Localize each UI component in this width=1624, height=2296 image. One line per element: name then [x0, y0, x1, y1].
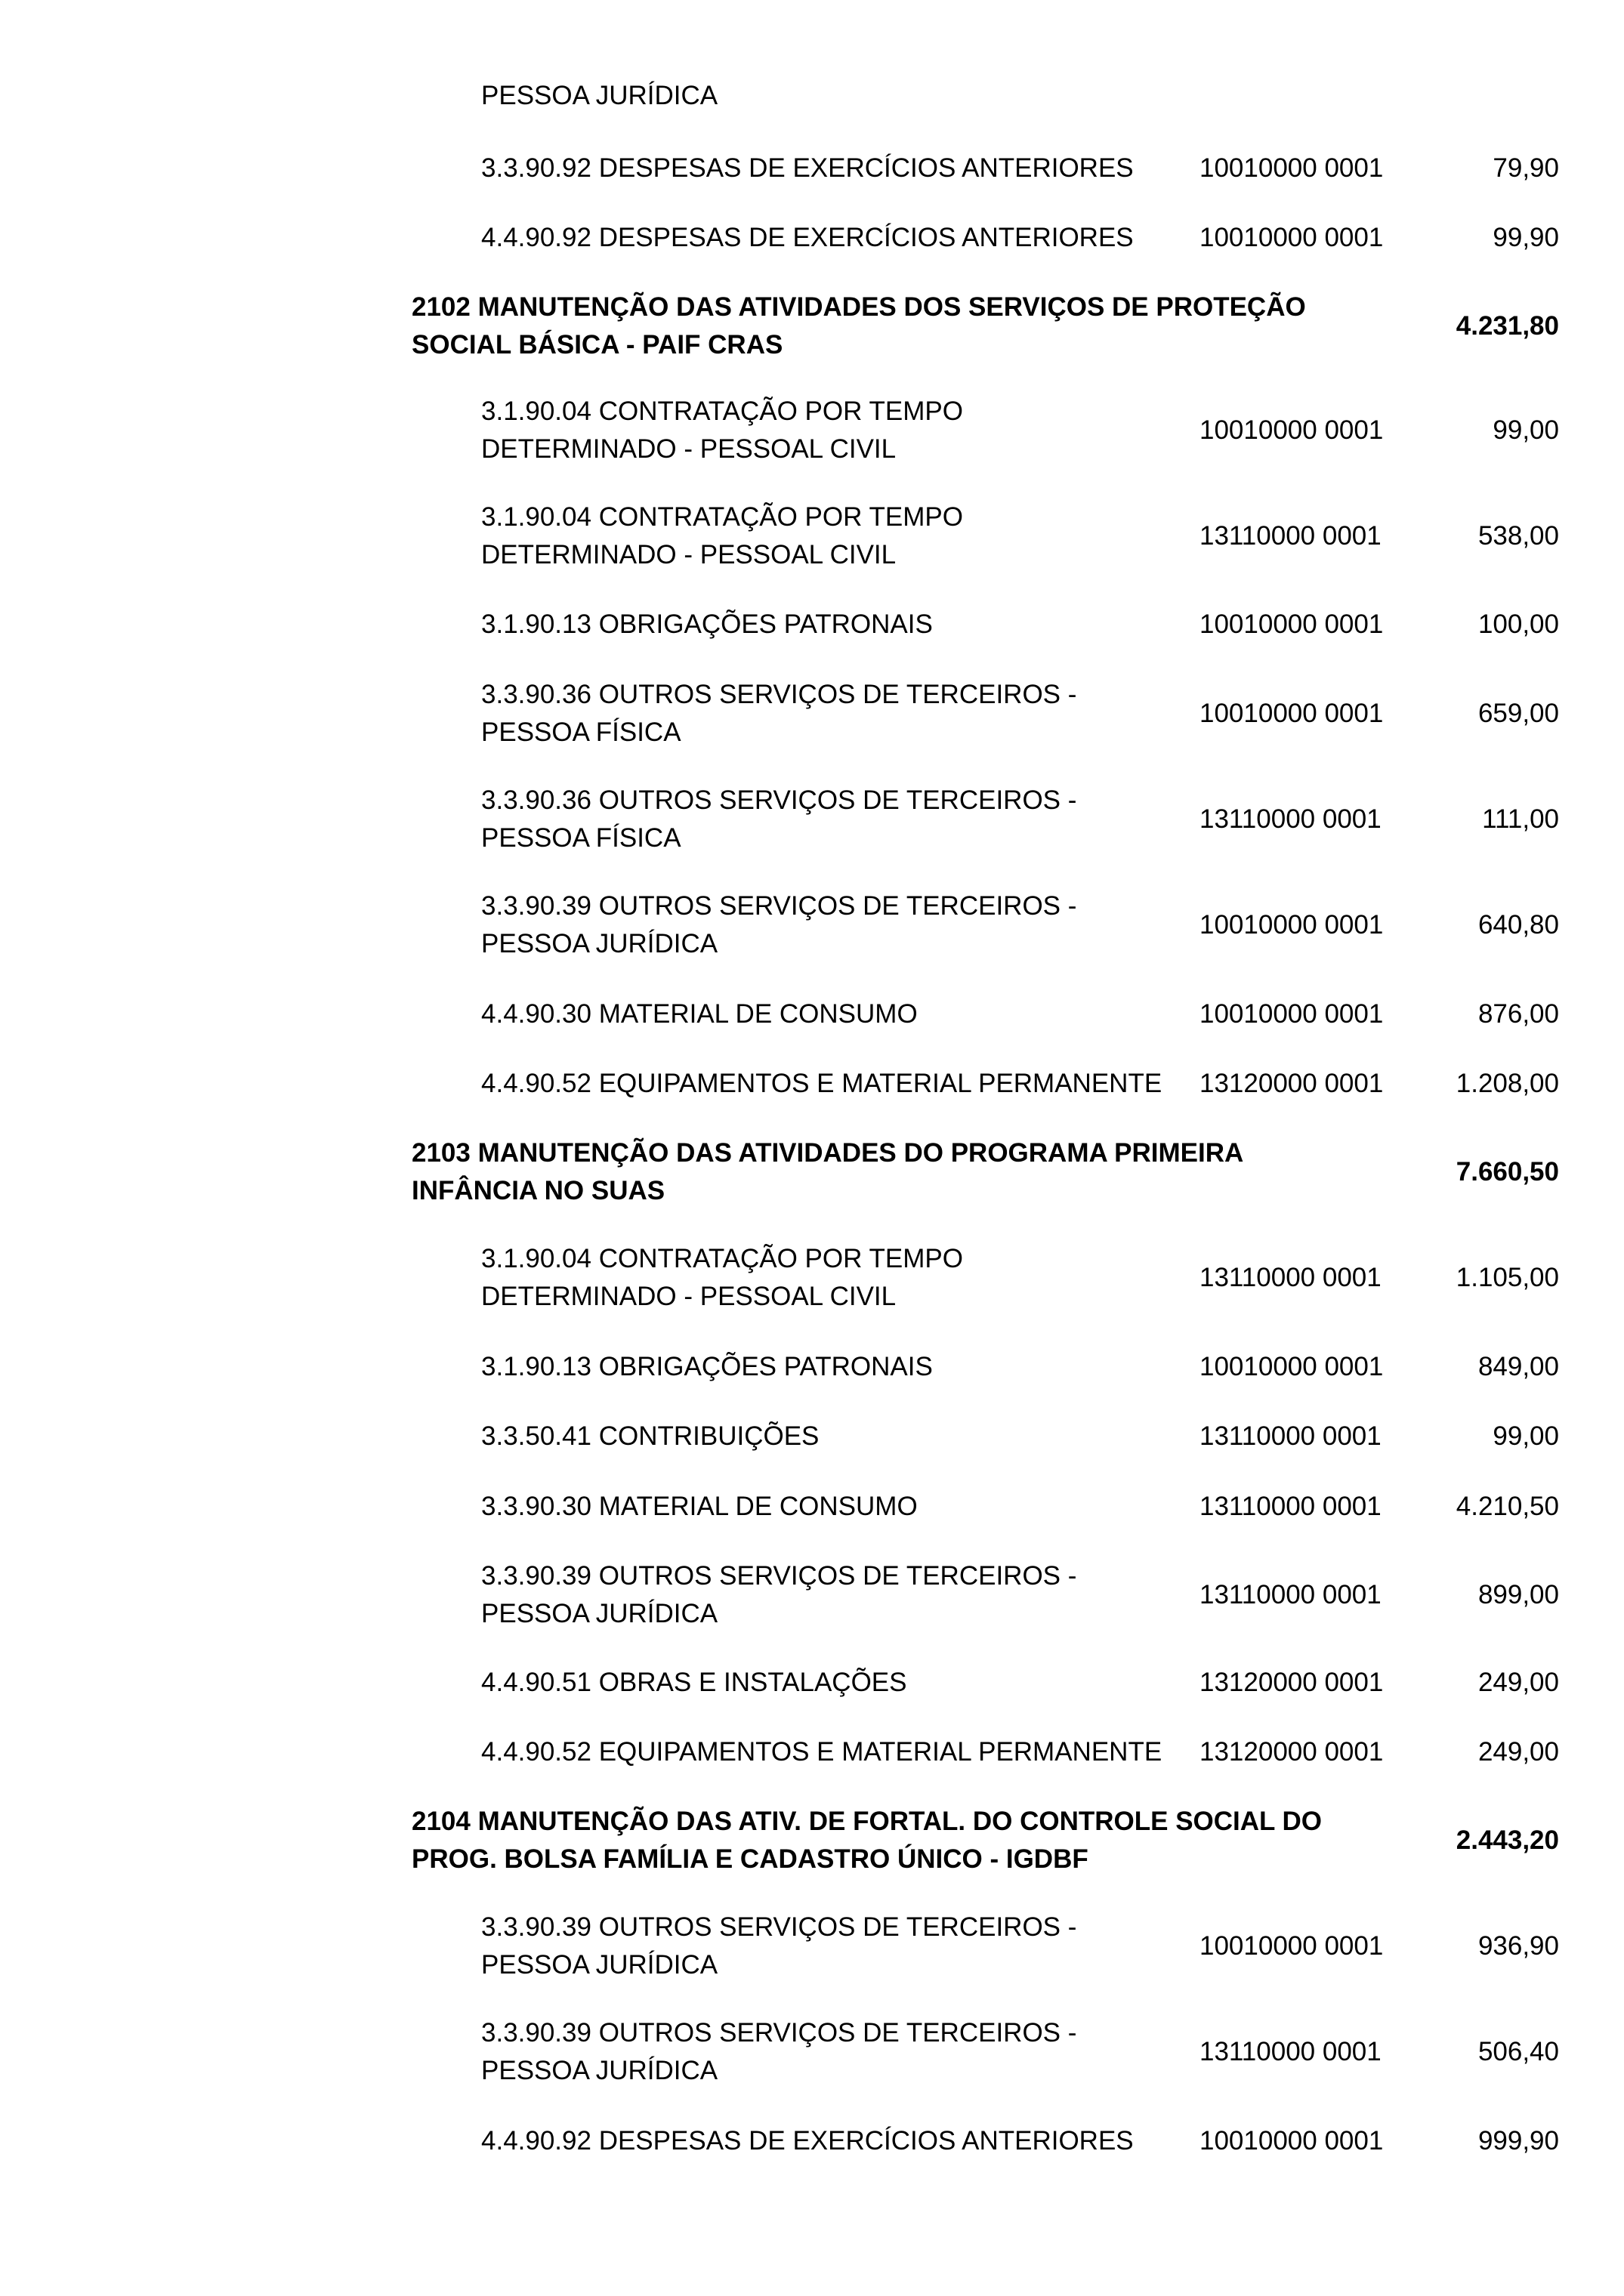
item-description: 3.1.90.13 OBRIGAÇÕES PATRONAIS	[481, 609, 933, 639]
item-source: 13110000 0001	[1199, 521, 1382, 551]
item-source: 10010000 0001	[1199, 699, 1384, 728]
item-description: 4.4.90.52 EQUIPAMENTOS E MATERIAL PERMANENTE	[481, 1069, 1162, 1098]
item-source: 10010000 0001	[1199, 910, 1384, 940]
item-source: 13120000 0001	[1199, 1668, 1384, 1697]
item-value: 659,00	[1477, 699, 1559, 728]
item-source: 10010000 0001	[1199, 999, 1384, 1029]
item-value: 249,00	[1477, 1668, 1559, 1697]
item-value: 506,40	[1477, 2037, 1559, 2066]
item-value: 849,00	[1477, 1352, 1559, 1381]
action-title: 2102 MANUTENÇÃO DAS ATIVIDADES DOS SERVIÇOS DE PROTEÇÃO SOCIAL BÁSICA - PAIF CRAS	[412, 292, 1306, 360]
item-source: 13120000 0001	[1199, 1737, 1384, 1767]
item-source: 10010000 0001	[1199, 1352, 1384, 1381]
item-value: 99,90	[1493, 223, 1559, 252]
item-value: 249,00	[1477, 1737, 1559, 1767]
item-source: 10010000 0001	[1199, 223, 1384, 252]
item-description: 3.3.90.39 OUTROS SERVIÇOS DE TERCEIROS - PESSOA JURÍDICA	[481, 1912, 1077, 1980]
item-description: 3.3.90.92 DESPESAS DE EXERCÍCIOS ANTERIORES	[481, 153, 1134, 183]
item-description: 4.4.90.30 MATERIAL DE CONSUMO	[481, 999, 918, 1029]
item-source: 13110000 0001	[1199, 804, 1382, 834]
item-value: 538,00	[1477, 521, 1559, 551]
item-value: 936,90	[1477, 1931, 1559, 1961]
item-source: 10010000 0001	[1199, 609, 1384, 639]
item-source: 10010000 0001	[1199, 153, 1384, 183]
item-value: 640,80	[1477, 910, 1559, 940]
item-source: 10010000 0001	[1199, 415, 1384, 445]
item-value: 111,00	[1482, 804, 1559, 834]
action-total: 7.660,50	[1456, 1157, 1559, 1187]
item-source: 13120000 0001	[1199, 1069, 1384, 1098]
item-description: 3.3.90.39 OUTROS SERVIÇOS DE TERCEIROS - PESSOA JURÍDICA	[481, 891, 1077, 958]
item-value: 99,00	[1493, 1421, 1559, 1451]
action-title: 2104 MANUTENÇÃO DAS ATIV. DE FORTAL. DO CONTROLE SOCIAL DO PROG. BOLSA FAMÍLIA E CADASTRO ÚNICO - IGDBF	[412, 1807, 1323, 1874]
continued-description: PESSOA JURÍDICA	[481, 81, 718, 110]
item-source: 13110000 0001	[1199, 1580, 1382, 1609]
item-description: 3.3.90.30 MATERIAL DE CONSUMO	[481, 1492, 918, 1521]
item-value: 4.210,50	[1456, 1492, 1559, 1521]
item-source: 13110000 0001	[1199, 1263, 1382, 1292]
item-value: 999,90	[1477, 2126, 1559, 2156]
item-value: 899,00	[1477, 1580, 1559, 1609]
item-description: 3.3.90.39 OUTROS SERVIÇOS DE TERCEIROS - PESSOA JURÍDICA	[481, 1561, 1077, 1628]
item-source: 13110000 0001	[1199, 1421, 1382, 1451]
item-value: 876,00	[1477, 999, 1559, 1029]
item-value: 1.105,00	[1456, 1263, 1559, 1292]
item-value: 1.208,00	[1456, 1069, 1559, 1098]
item-source: 13110000 0001	[1199, 1492, 1382, 1521]
item-description: 4.4.90.51 OBRAS E INSTALAÇÕES	[481, 1668, 907, 1697]
item-description: 3.3.90.36 OUTROS SERVIÇOS DE TERCEIROS - PESSOA FÍSICA	[481, 785, 1077, 853]
item-description: 4.4.90.52 EQUIPAMENTOS E MATERIAL PERMANENTE	[481, 1737, 1162, 1767]
item-description: 4.4.90.92 DESPESAS DE EXERCÍCIOS ANTERIORES	[481, 223, 1134, 252]
item-source: 13110000 0001	[1199, 2037, 1382, 2066]
item-description: 3.1.90.04 CONTRATAÇÃO POR TEMPO DETERMINADO - PESSOAL CIVIL	[481, 397, 963, 464]
item-value: 79,90	[1493, 153, 1559, 183]
item-description: 3.1.90.13 OBRIGAÇÕES PATRONAIS	[481, 1352, 933, 1381]
item-description: 4.4.90.92 DESPESAS DE EXERCÍCIOS ANTERIORES	[481, 2126, 1134, 2156]
action-total: 2.443,20	[1456, 1825, 1559, 1855]
item-description: 3.1.90.04 CONTRATAÇÃO POR TEMPO DETERMINADO - PESSOAL CIVIL	[481, 1244, 963, 1311]
action-total: 4.231,80	[1456, 311, 1559, 341]
item-description: 3.3.90.36 OUTROS SERVIÇOS DE TERCEIROS - PESSOA FÍSICA	[481, 680, 1077, 747]
item-description: 3.1.90.04 CONTRATAÇÃO POR TEMPO DETERMINADO - PESSOAL CIVIL	[481, 502, 963, 569]
item-source: 10010000 0001	[1199, 1931, 1384, 1961]
action-title: 2103 MANUTENÇÃO DAS ATIVIDADES DO PROGRAMA PRIMEIRA INFÂNCIA NO SUAS	[412, 1138, 1244, 1205]
item-value: 100,00	[1477, 609, 1559, 639]
item-description: 3.3.50.41 CONTRIBUIÇÕES	[481, 1421, 820, 1451]
item-value: 99,00	[1493, 415, 1559, 445]
item-source: 10010000 0001	[1199, 2126, 1384, 2156]
item-description: 3.3.90.39 OUTROS SERVIÇOS DE TERCEIROS - PESSOA JURÍDICA	[481, 2018, 1077, 2085]
